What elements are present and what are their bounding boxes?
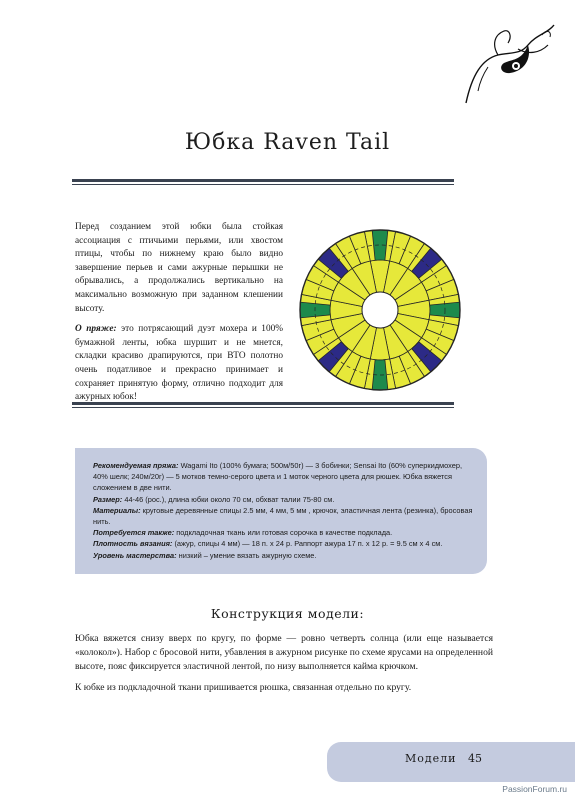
- page-number: 45: [468, 752, 482, 765]
- spec-materials: [93, 505, 473, 527]
- construction-text: [75, 632, 493, 703]
- watermark: PassionForum.ru: [502, 784, 567, 794]
- yarn-note-lead: О пряже:: [75, 324, 117, 335]
- intro-text: [75, 221, 283, 412]
- divider: [72, 179, 454, 182]
- spec-yarn-text: Wagami Ito (100% бумага; 500м/50г) — 3 бобинки; Sensai Ito (60% суперкидмохер, 40% шелк; 240м/20г) — 5 мотков темно-серого цвета и 1 моток черного цвета для рюшек. Юбка вяжется сложением в две нити.: [93, 461, 463, 493]
- spec-density: [93, 538, 473, 549]
- spec-level-label: Уровень мастерства:: [93, 550, 177, 560]
- spec-size-text: 44-46 (рос.), длина юбки около 70 см, обхват талии 75-80 см.: [122, 494, 335, 504]
- spec-level: [93, 550, 473, 561]
- yarn-note-paragraph: [75, 323, 283, 405]
- spec-also-label: Потребуется также:: [93, 528, 175, 538]
- skirt-pattern-diagram: [296, 226, 464, 394]
- construction-paragraph: Юбка вяжется снизу вверх по кругу, по форме — ровно четверть солнца (или еще называется «колокол»). Набор с бросовой нити, убавления в ажурном рисунке по схеме ярусами на определенной высоте, пояс фиксируется эластичной лентой, по низу выполняется кайма крючком.: [75, 633, 493, 672]
- divider: [72, 407, 454, 408]
- spec-size-label: Размер:: [93, 494, 123, 504]
- spec-materials-text: круговые деревянные спицы 2.5 мм, 4 мм, 5 мм , крючок, эластичная лента (резинка), бросовая нить.: [93, 505, 473, 527]
- spec-density-text: (ажур, спицы 4 мм) — 18 п. х 24 р. Раппорт ажура 17 п. х 12 р. = 9.5 см х 4 см.: [172, 539, 443, 549]
- divider: [72, 184, 454, 185]
- intro-paragraph: Перед созданием этой юбки была стойкая ассоциация с птичьими перьями, или хвостом птицы, чтобы по нижнему краю было видно завершение перьев и сами ажурные перышки не обрывались, а продолжались вертикально на максимально возможную при заданном клешении высоту.: [75, 222, 283, 314]
- spec-also: [93, 527, 473, 538]
- specs-box: [75, 448, 487, 574]
- spec-materials-label: Материалы:: [93, 505, 141, 515]
- decorative-bird-ornament: [458, 15, 558, 107]
- spec-level-text: низкий – умение вязать ажурную схеме.: [176, 550, 317, 560]
- yarn-note-text: это потрясающий дуэт мохера и 100% бумажной ленты, юбка шуршит и не мнется, складки красиво драпируются, при ВТО полотно очень податливое и прекрасно принимает и сохраняет принятую форму, отлично подходит для ажурных юбок!: [75, 324, 283, 403]
- spec-size: [93, 494, 473, 505]
- spec-also-text: подкладочная ткань или готовая сорочка в качестве подклада.: [174, 528, 393, 538]
- spec-yarn: [93, 460, 473, 494]
- divider: [72, 402, 454, 405]
- page-title: Юбка Raven Tail: [184, 130, 391, 155]
- spec-density-label: Плотность вязания:: [93, 539, 173, 549]
- spec-yarn-label: Рекомендуемая пряжа:: [93, 461, 179, 470]
- construction-paragraph: К юбке из подкладочной ткани пришивается рюшка, связанная отдельно по кругу.: [75, 682, 412, 694]
- section-title: Конструкция модели:: [210, 606, 365, 621]
- footer-section-name: Модели: [405, 752, 457, 765]
- diagram-waist-hole: [362, 292, 398, 328]
